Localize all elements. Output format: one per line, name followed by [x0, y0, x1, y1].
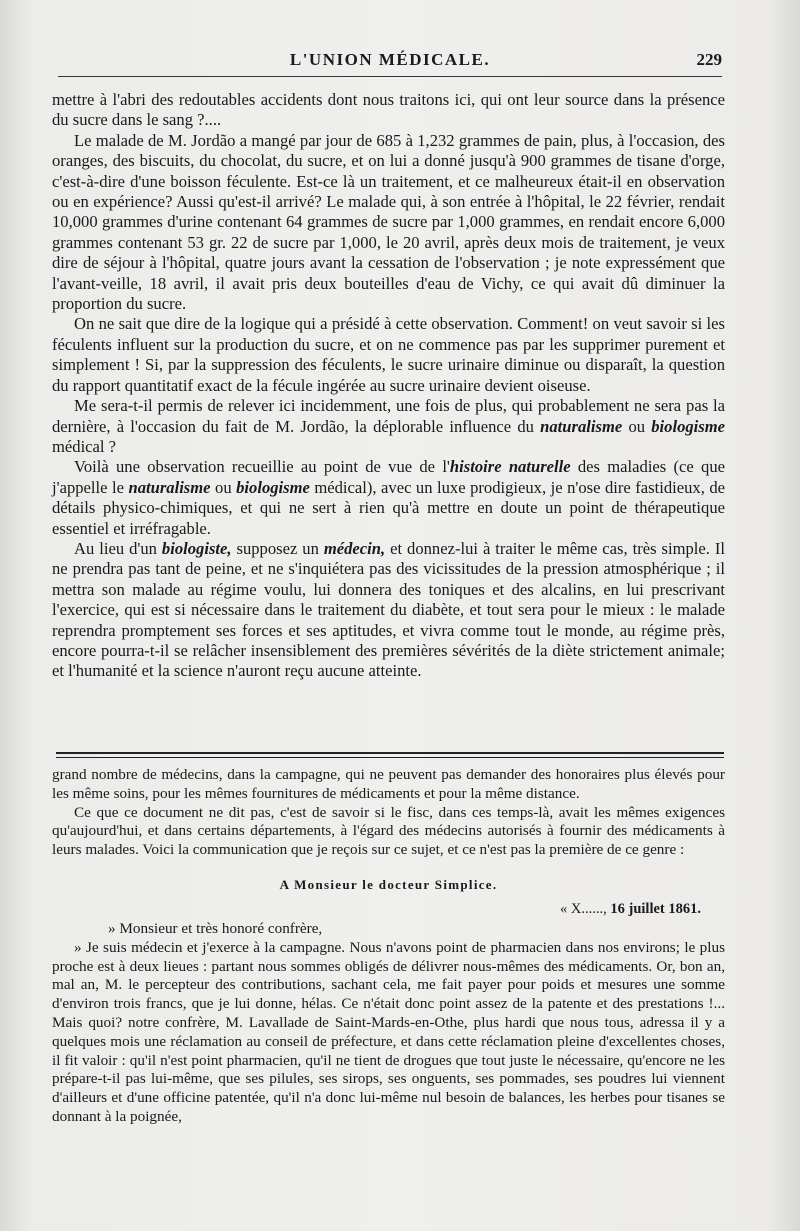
- italic-term: biologisme: [651, 416, 725, 436]
- running-header: [58, 48, 722, 74]
- paragraph: [52, 457, 725, 539]
- paragraph: mettre à l'abri des redoutables accidents dont nous traitons ici, qui ont leur source dans la présence du sucre dans le sang ?....: [52, 90, 725, 130]
- italic-term: biologiste,: [161, 538, 232, 558]
- text-run: médical ?: [52, 436, 117, 456]
- letter-salutation: A Monsieur le docteur Simplice.: [279, 876, 498, 892]
- text-run: Me sera-t-il permis de relever ici incidemment, une fois de plus, qui probablement ne sera pas la dernière, à l'occasion du fait de M. Jordão, la déplorable influence du: [52, 396, 725, 436]
- paragraph: Ce que ce document ne dit pas, c'est de savoir si le fisc, dans ces temps-là, avait les mêmes exigences qu'aujourd'hui, et dans certains départements, à l'égard des médecins autorisés à fournir des médicaments à leurs malades. Voici la communication que je reçois sur ce sujet, et ce n'est pas la première de ce genre :: [52, 803, 725, 859]
- upper-article: [52, 90, 725, 682]
- paragraph: Le malade de M. Jordão a mangé par jour de 685 à 1,232 grammes de pain, plus, à l'occasion, des oranges, des biscuits, du chocolat, du sucre, et on lui a donné jusqu'à 900 grammes de tisane d'orge, c'est-à-dire d'une boisson féculente. Est-ce là un traitement, et ce malheureux était-il en observation ou en expérience? Aussi qu'est-il arrivé? Le malade qui, à son entrée à l'hôpital, le 22 février, rendait 10,000 grammes d'urine contenant 64 grammes de sucre par 1,000 grammes, en rendait encore 6,000 grammes contenant 53 gr. 22 de sucre par 1,000, le 20 avril, après deux mois de traitement, je veux dire de séjour à l'hôpital, quatre jours avant la cessation de l'observation ; je note expressément que l'avant-veille, 18 avril, il avait pris deux bouteilles d'eau de Vichy, ce qui avait dû diminuer la proportion du sucre.: [52, 130, 725, 314]
- feuilleton-section: [52, 766, 725, 1127]
- text-run: Voilà une observation recueillie au point de vue de l': [74, 457, 450, 477]
- paragraph: [52, 396, 725, 457]
- paragraph: grand nombre de médecins, dans la campagne, qui ne peuvent pas demander des honoraires plus élevés pour les même soins, pour les mêmes fournitures de médicaments et pour la même distance.: [52, 766, 725, 802]
- paragraph: On ne sait que dire de la logique qui a présidé à cette observation. Comment! on veut savoir si les féculents influent sur la production du sucre, et on ne commence pas par les supprimer purement et simplement ! Si, par la suppression des féculents, le sucre urinaire diminue ou disparaît, la question du rapport quantitatif exact de la fécule ingérée au sucre urinaire devient oiseuse.: [52, 314, 725, 395]
- italic-term: histoire naturelle: [449, 457, 571, 477]
- paragraph: » Je suis médecin et j'exerce à la campagne. Nous n'avons point de pharmacien dans nos environs; le plus proche est à deux lieues : partant nous sommes obligés de délivrer nous-mêmes des médicaments. Or, bon an, mal an, M. le percepteur des contributions, sachant cela, me fait payer pour poids et mesures une somme d'environ trois francs, que je lui donne, hélas. Ce n'était donc point assez de la patente et des prestations !... Mais quoi? notre confrère, M. Lavallade de Saint-Mards-en-Othe, plus hardi que nous tous, adressa il y a quelques mois une réclamation au conseil de préfecture, et dans cette réclamation pleine d'excellentes choses, il fit valoir : qu'il n'est point pharmacien, qu'il ne tient de drogues que tout juste le nécessaire, qu'encore ne les prépare-t-il pas lui-même, que ses pilules, ses sirops, ses onguents, ses pommades, ses poudres lui viennent d'ailleurs et d'une officine patentée, qu'il n'a donc lui-même nul besoin de balances, les herbes pour tisanes se donnant à la poignée,: [52, 938, 725, 1125]
- text-run: ou: [210, 477, 237, 497]
- header-rule: [58, 76, 722, 77]
- section-divider: [56, 757, 724, 758]
- text-run: médical), avec un luxe prodigieux, je n'ose dire fastidieux, de détails physico-chimiques, et qui ne sert à rien qu'à mettre en doute un point de thérapeutique essentiel et irréfragable.: [52, 477, 725, 538]
- date: 16 juillet 1861.: [610, 900, 701, 917]
- italic-term: biologisme: [236, 477, 310, 497]
- text-run: et donnez-lui à traiter le même cas, très simple. Il ne prendra pas tant de peine, et ne s'inquiétera pas des vicissitudes de la pression atmosphérique ; il mettra son malade au régime voulu, lui donnera des toniques et des alcalins, en lui prescrivant l'exercice, qui est si nécessaire dans le traitement du diabète, et tout sera pour le mieux : le malade reprendra promptement ses forces et ses aptitudes, et vivra comme tout le monde, au régime près, encore pourra-t-il se relâcher insensiblement des premières sévérités de la diète strictement animale; et l'humanité et la science n'auront reçu aucune atteinte.: [52, 538, 725, 681]
- letter-dateline: [52, 901, 701, 918]
- section-divider: [56, 752, 724, 754]
- letter-greeting: » Monsieur et très honoré confrère,: [108, 919, 323, 937]
- paragraph: [52, 539, 725, 682]
- text-run: des maladies (ce que j'appelle le: [52, 457, 726, 497]
- italic-term: naturalisme: [540, 416, 623, 436]
- italic-term: naturalisme: [128, 477, 211, 497]
- text-run: Au lieu d'un: [74, 538, 162, 558]
- text-run: ou: [622, 416, 652, 436]
- text-run: supposez un: [231, 538, 324, 558]
- place: « X......,: [560, 900, 607, 917]
- page-number: 229: [696, 50, 722, 69]
- italic-term: médecin,: [323, 538, 386, 558]
- journal-title: L'UNION MÉDICALE.: [289, 50, 491, 69]
